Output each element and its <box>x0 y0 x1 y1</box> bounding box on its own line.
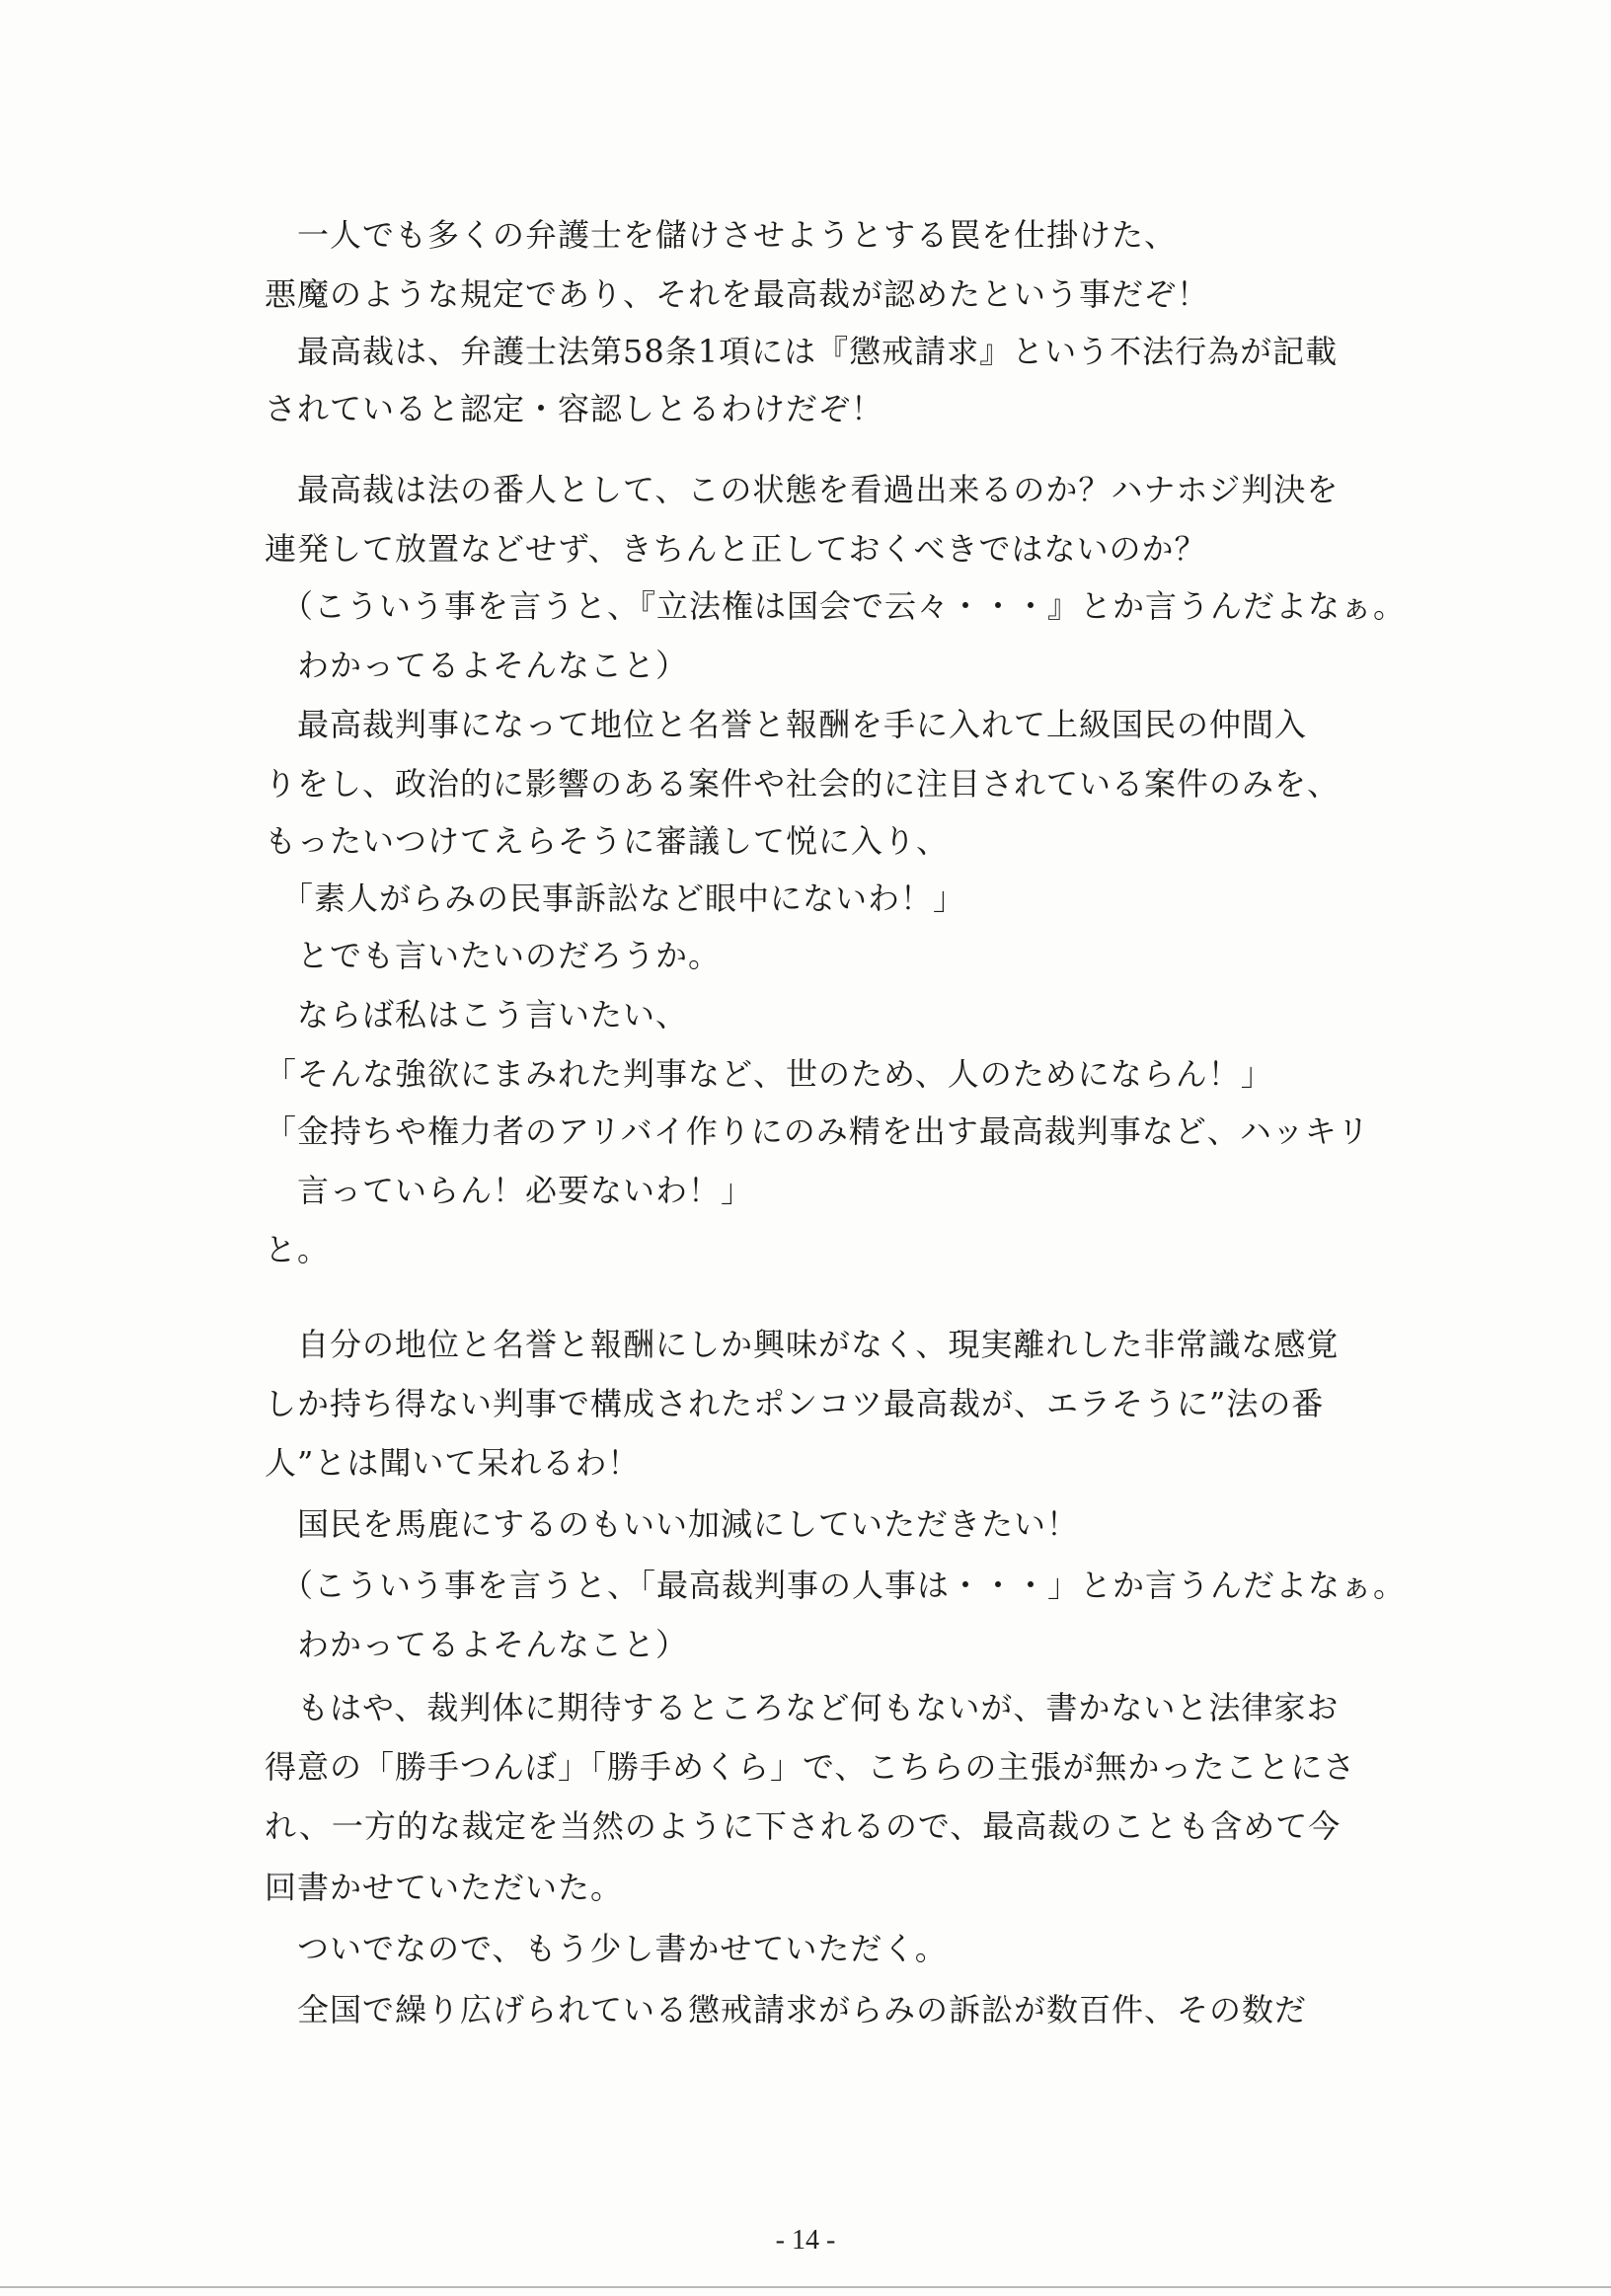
text-line: とでも言いたいのだろうか。 <box>265 937 722 974</box>
text-line: れ、一方的な裁定を当然のように下されるので、最高裁のことも含めて今 <box>265 1807 1342 1845</box>
text-line: 最高裁判事になって地位と名誉と報酬を手に入れて上級国民の仲間入 <box>265 706 1308 743</box>
text-line: （こういう事を言うと、『立法権は国会で云々・・・』とか言うんだよなぁ。 <box>265 587 1407 625</box>
text-line: 自分の地位と名誉と報酬にしか興味がなく、現実離れした非常識な感覚 <box>265 1326 1340 1363</box>
text-line: わかってるよそんなこと） <box>265 647 689 684</box>
text-line: 一人でも多くの弁護士を儲けさせようとする罠を仕掛けた、 <box>265 216 1178 254</box>
text-line: 連発して放置などせず、きちんと正しておくべきではないのか？ <box>265 530 1207 568</box>
text-line: 「金持ちや権力者のアリバイ作りにのみ精を出す最高裁判事など、ハッキリ <box>265 1112 1370 1150</box>
text-line: 最高裁は、弁護士法第58条1項には『懲戒請求』という不法行為が記載 <box>265 333 1339 370</box>
page-number: - 14 - <box>775 2225 836 2256</box>
text-line: しか持ち得ない判事で構成されたポンコツ最高裁が、エラそうに”法の番 <box>265 1385 1325 1422</box>
text-line: わかってるよそんなこと） <box>265 1626 689 1663</box>
bottom-rule <box>0 2286 1611 2288</box>
text-line: 全国で繰り広げられている懲戒請求がらみの訴訟が数百件、その数だ <box>265 1991 1308 2028</box>
text-line: 言っていらん！必要ないわ！」 <box>265 1172 754 1209</box>
text-line: と。 <box>265 1231 331 1268</box>
text-line: もはや、裁判体に期待するところなど何もないが、書かないと法律家お <box>265 1689 1340 1726</box>
text-line: 人”とは聞いて呆れるわ！ <box>265 1444 641 1482</box>
text-line: （こういう事を言うと、「最高裁判事の人事は・・・」とか言うんだよなぁ。 <box>265 1567 1407 1604</box>
text-line: されていると認定・容認しとるわけだぞ！ <box>265 390 884 427</box>
text-line: りをし、政治的に影響のある案件や社会的に注目されている案件のみを、 <box>265 765 1341 803</box>
text-line: 「素人がらみの民事訴訟など眼中にないわ！」 <box>265 880 966 917</box>
text-line: 悪魔のような規定であり、それを最高裁が認めたという事だぞ！ <box>265 275 1210 313</box>
text-line: ついでなので、もう少し書かせていただく。 <box>265 1930 948 1967</box>
text-line: 国民を馬鹿にするのもいい加減にしていただきたい！ <box>265 1505 1080 1543</box>
text-line: 「そんな強欲にまみれた判事など、世のため、人のためにならん！」 <box>265 1055 1273 1093</box>
text-line: もったいつけてえらそうに審議して悦に入り、 <box>265 822 950 860</box>
text-line: 回書かせていただいた。 <box>265 1869 624 1906</box>
text-line: 得意の「勝手つんぼ」「勝手めくら」で、こちらの主張が無かったことにさ <box>265 1748 1356 1786</box>
text-line: ならば私はこう言いたい、 <box>265 996 689 1033</box>
text-line: 最高裁は法の番人として、この状態を看過出来るのか？ハナホジ判決を <box>265 471 1340 508</box>
